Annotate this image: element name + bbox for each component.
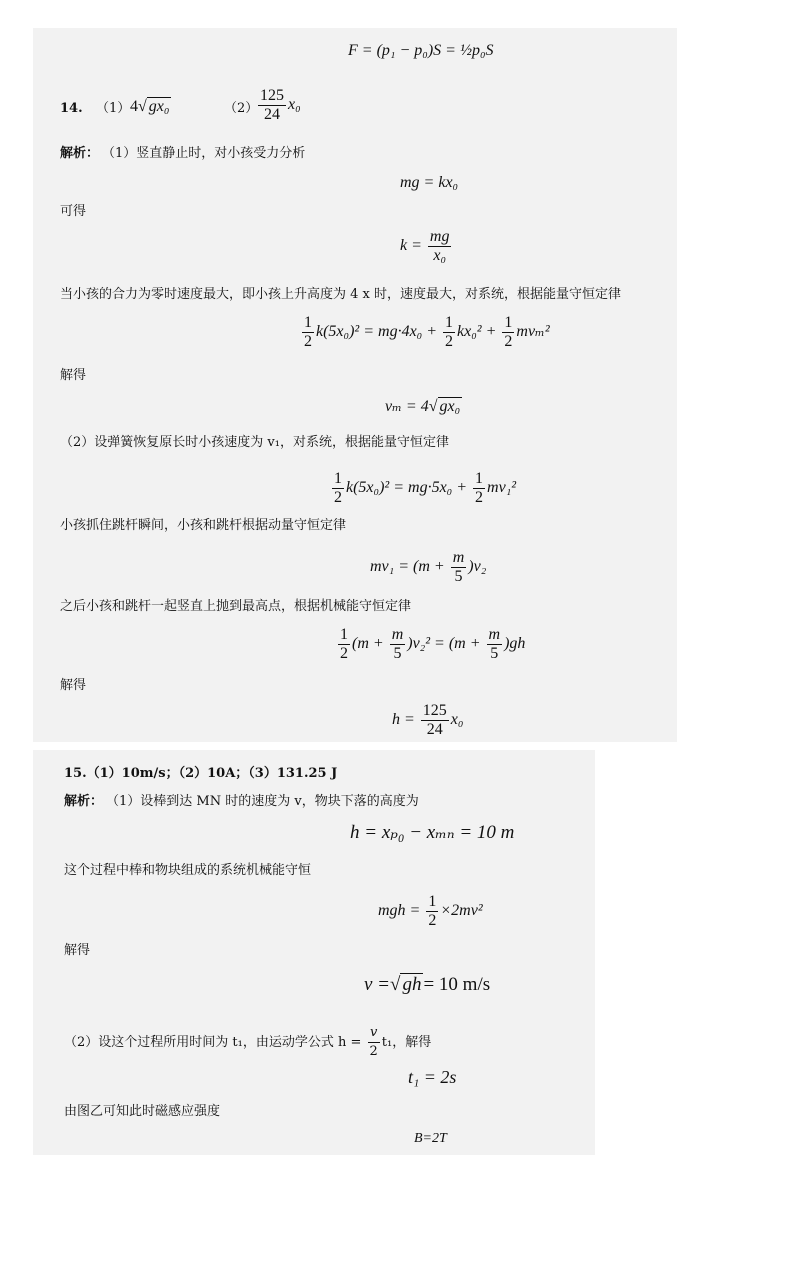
equation-mechanical: $\frac{1}{2}$ (m + $\frac{m}{5}$ )v₂² = (m + $\frac{m}{5}$ )gh — [340, 626, 526, 662]
equation-height: h = $\frac{125}{24}$ x₀ — [392, 702, 464, 738]
equation-time: t₁ = 2s — [408, 1067, 457, 1087]
equation-energy-2: $\frac{1}{2}$ k(5x₀)² = mg·5x₀ + $\frac{1}{2}$ mv₁² — [334, 470, 517, 506]
q14-part2-answer: $\frac{125}{24}$ x₀ — [260, 87, 301, 123]
q14-part2-label: （2） — [224, 101, 259, 116]
text-line: 当小孩的合力为零时速度最大，即小孩上升高度为 4 x 时，速度最大，对系统，根据能量守恒定律 — [60, 287, 622, 302]
analysis-label: 解析： — [60, 146, 100, 161]
q14-part1-answer: 4√ gx₀ — [130, 98, 170, 115]
text-line: 这个过程中棒和物块组成的系统机械能守恒 — [64, 863, 312, 878]
text-line: （1）设棒到达 MN 时的速度为 v，物块下落的高度为 — [106, 794, 419, 809]
text-line: （2）设这个过程所用时间为 t₁，由运动学公式 h = $\frac{v}{2}$ t₁，解得 — [64, 1025, 432, 1059]
equation-mgh: mgh = $\frac{1}{2}$ ×2mv² — [378, 893, 483, 929]
equation-velocity: v =√ gh = 10 m/s — [364, 974, 491, 995]
text-line: 解得 — [64, 943, 91, 958]
text-line: 小孩抓住跳杆瞬间，小孩和跳杆根据动量守恒定律 — [60, 518, 347, 533]
question-number-14: 14. — [60, 101, 83, 116]
text-line: （2）设弹簧恢复原长时小孩速度为 v₁，对系统，根据能量守恒定律 — [60, 435, 449, 450]
equation: mg = kx₀ — [400, 174, 459, 191]
text-line: 由图乙可知此时磁感应强度 — [64, 1104, 221, 1119]
q14-part1-label: （1） — [96, 101, 131, 116]
text-line: 可得 — [60, 204, 87, 219]
text-line: 解得 — [60, 368, 87, 383]
equation-energy: $\frac{1}{2}$ k(5x₀)² = mg·4x₀ + $\frac{1}{2}$ kx₀² + $\frac{1}{2}$ mvₘ² — [304, 314, 550, 350]
equation-momentum: mv₁ = (m + $\frac{m}{5}$ )v₂ — [370, 549, 487, 585]
equation-height-q15: h = xₚ₀ − xₘₙ = 10 m — [350, 822, 515, 843]
equation: k = $\frac{mg}{\text{x₀}}$ — [400, 228, 450, 264]
equation-vm: vₘ = 4√ gx₀ — [385, 398, 461, 415]
equation-field: B=2T — [414, 1131, 447, 1146]
analysis-label: 解析： — [64, 794, 104, 809]
question-header-15: 15.（1）10m/s；（2）10A；（3）131.25 J — [64, 766, 338, 781]
equation-force: F = (p₁ − p₀)S = ½p₀S — [348, 42, 494, 59]
text-line: （1）竖直静止时，对小孩受力分析 — [102, 146, 306, 161]
text-line: 解得 — [60, 678, 87, 693]
text-line: 之后小孩和跳杆一起竖直上抛到最高点，根据机械能守恒定律 — [60, 599, 412, 614]
